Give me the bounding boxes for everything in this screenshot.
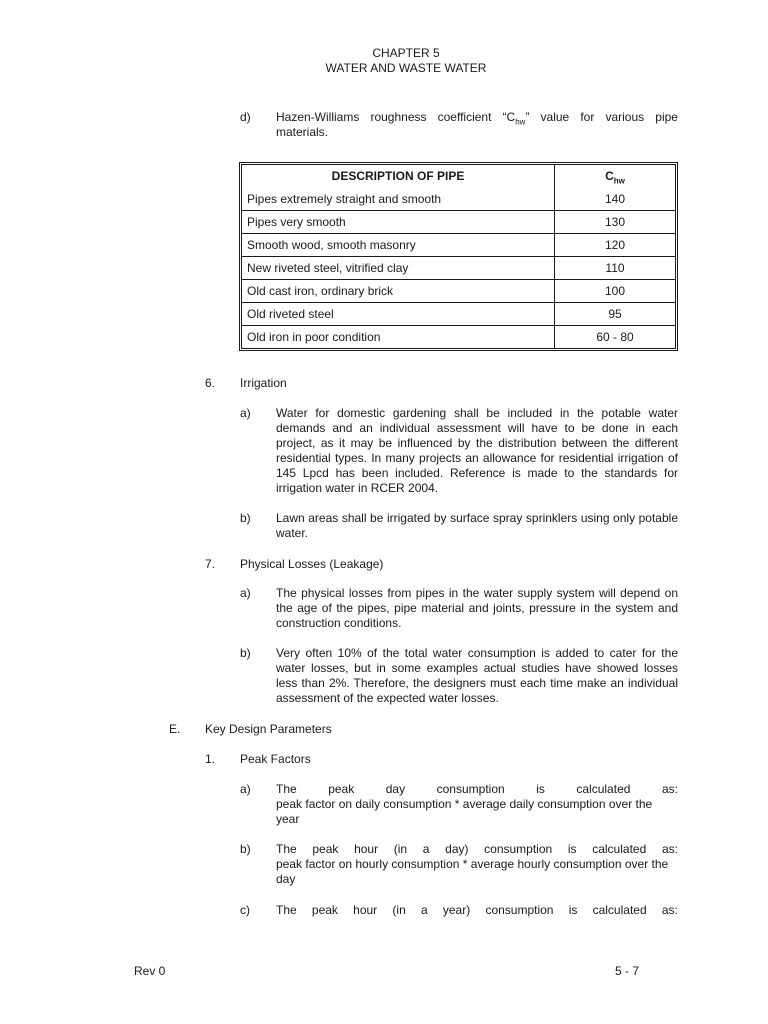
section-e1c-text [276,903,678,918]
section-e1a-text [276,782,678,827]
chw-value-cell: 60 - 80 [596,329,634,344]
chw-value-cell: 95 [555,303,675,326]
pipe-description-cell: Smooth wood, smooth masonry [242,234,555,257]
section-e1a-line1: The peak day consumption is calculated as: [276,782,678,796]
section-6b-text: Lawn areas shall be irrigated by surface spray sprinklers using only potable water. [276,511,678,540]
pipe-description-cell: Pipes extremely straight and smooth [242,188,555,211]
item-d-line2: materials. [276,125,329,139]
section-e1a-label: a) [240,782,251,796]
footer-revision: Rev 0 [134,964,166,978]
section-6-number: 6. [205,376,216,390]
col-header-description: DESCRIPTION OF PIPE [242,165,555,188]
section-6-title: Irrigation [240,376,287,390]
chw-value-cell: 100 [555,280,675,303]
pipe-description-cell: Old cast iron, ordinary brick [242,280,555,303]
item-d-label: d) [240,110,251,124]
table-header-row [242,165,675,188]
pipe-roughness-table [239,162,678,351]
section-6b-label: b) [240,511,251,525]
section-7-number: 7. [205,557,216,571]
section-e1a-rest: peak factor on daily consumption * average daily consumption over the year [276,797,653,826]
table-row [242,188,675,211]
chw-value-cell: 140 [555,188,675,211]
chw-value-cell: 110 [555,257,675,280]
section-e1b-rest: peak factor on hourly consumption * average hourly consumption over the day [276,857,669,886]
table-row [242,234,675,257]
pipe-description-cell: Old iron in poor condition [242,326,555,348]
table-row [242,211,675,234]
footer-page-number: 5 - 7 [615,964,640,978]
pipe-description-cell: Pipes very smooth [242,211,555,234]
section-e1b-label: b) [240,842,251,856]
section-6a-label: a) [240,406,251,420]
table-row [242,326,675,348]
chapter-label: CHAPTER 5 [372,46,440,60]
pipe-description-cell: Old riveted steel [242,303,555,326]
chw-value-cell: 130 [555,211,675,234]
section-e1b-line1: The peak hour (in a day) consumption is calculated as: [276,842,678,856]
table-row [242,257,675,280]
table-row [242,303,675,326]
section-e1-number: 1. [205,752,216,766]
item-d-text [276,110,678,140]
section-e1b-text [276,842,678,887]
section-7a-text: The physical losses from pipes in the water supply system will depend on the age of the pipes, pipe material and joints, pressure in the system and construction conditions. [276,586,678,630]
section-7-title: Physical Losses (Leakage) [240,557,384,571]
chw-value-cell: 120 [555,234,675,257]
section-e-letter: E. [169,722,181,736]
col-header-chw: $C_{hw}$ [605,169,625,186]
chapter-title: WATER AND WASTE WATER [325,61,487,75]
section-7b-text: Very often 10% of the total water consumption is added to cater for the water losses, but in some examples actual studies have showed losses less than 2%. Therefore, the designers must each time make an individual assessment of the expected water losses. [276,646,678,705]
section-6a-text: Water for domestic gardening shall be included in the potable water demands and an individual assessment will have to be done in each project, as it may be influenced by the distribution between the different residential types. In many projects an allowance for residential irrigation of 145 Lpcd has been included. Reference is made to the standards for irrigation water in RCER 2004. [276,406,678,495]
section-e1c-label: c) [240,903,250,917]
pipe-description-cell: New riveted steel, vitrified clay [242,257,555,280]
item-d-line1: Hazen-Williams roughness coefficient “$C_{hw}$” value for various pipe [276,110,678,127]
page-header [0,46,768,76]
section-7a-label: a) [240,586,251,600]
section-e1c-line1: The peak hour (in a year) consumption is calculated as: [276,903,678,917]
section-7b-label: b) [240,646,251,660]
table-row [242,280,675,303]
section-e-title: Key Design Parameters [205,722,332,736]
section-e1-title: Peak Factors [240,752,311,766]
